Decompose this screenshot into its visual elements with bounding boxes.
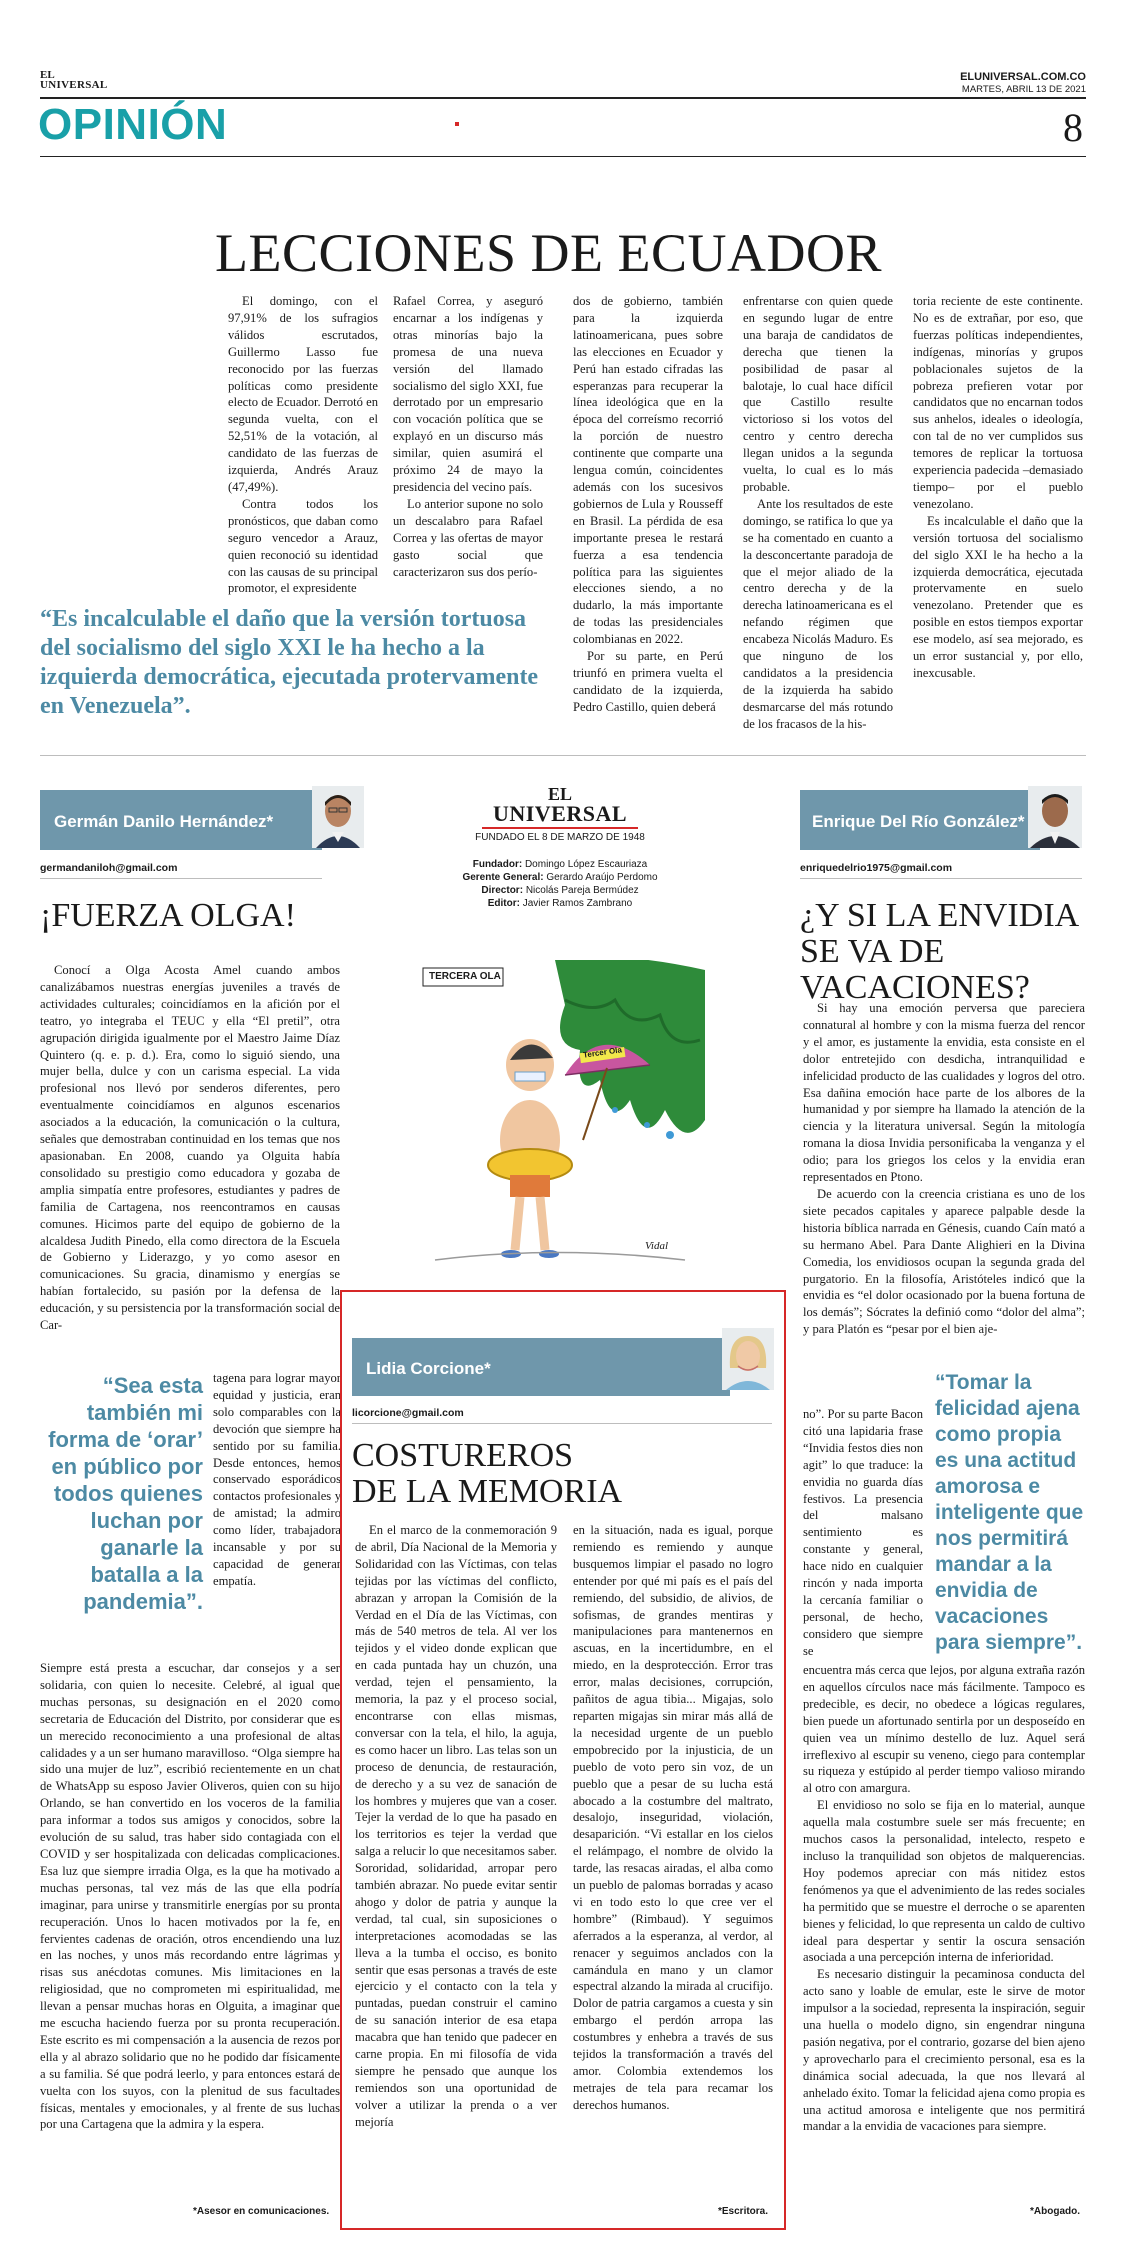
author-bar-left (40, 790, 322, 850)
editorial-paragraph: enfrentarse con quien quede en segundo lugar de entre una baraja de candidatos de derecha que tienen la posibilidad de pasar al balotaje, lo cual hace difícil que Castillo resulte victorioso si los votos del centro y centro derecha llegan unidos a la segunda vuelta, lo cual es lo más probable. (743, 294, 893, 494)
header-logo-top: EL (40, 69, 55, 81)
column-rule (800, 878, 1082, 879)
right-body-top (803, 1000, 1085, 1406)
column-title-line: DE LA MEMORIA (352, 1473, 623, 1510)
left-paragraph: Conocí a Olga Acosta Amel cuando ambos canalizábamos nuestras energías juveniles a través de actividades culturales; coincidíamos en la afición por el teatro, yo integraba el TEUC y ella “El pretil”, otra agrupación dirigida igualmente por el Maestro Jaime Díaz Quintero (q. e. p. d.). Era, como lo siguió siendo, una mujer bella, dulce y con un carisma especial. La vida profesional nos llevó por senderos diferentes, pero eventualmente coincidíamos en algunos escenarios asociados a la educación, la comunicación o la cultura, señales que demostraban continuidad en los temas que nos apasionaban. En 2008, cuando ya Olguita había consolidado su prestigio como educadora y gozaba de amplia simpatía entre profesores, estudiantes y padres de familia de Cartagena, nos reencontramos en causas comunes. Hicimos parte del equipo de gobierno de la alcaldesa Judith Pinedo, ella como directora de la Escuela de Gobierno y Liderazgo, y yo como asesor en comunicaciones. Su gracia, dinamismo y energías se habían fortalecido, su pasión por la defensa de la educación, y su persistencia por la transformación social de Car- (40, 963, 340, 1333)
masthead-staff-row: Director: Nicolás Pareja Bermúdez (481, 885, 639, 896)
right-paragraph: encuentra más cerca que lejos, por alguna extraña razón en aquellos círculos nace más fácilmente. Tampoco es predecible, es decir, no obedece a lógicas regulares, bien puede un afortunado sentirla por un desposeído en quien vea un mínimo destello de luz. Aquel será irreflexivo al escupir su veneno, ciego para contemplar su riqueza y estúpido al perder tiempo valioso mirando al otro con amargura. (803, 1663, 1085, 1796)
editorial-paragraph: toria reciente de este continente. No es de extrañar, por eso, que fuerzas políticas independientes, indígenas, minorías y grupos poblacionales sujetos de la pobreza prefieren votar por candidatos que no encarnan todos sus anhelos, ideales o ideología, con tal de no ver cumplidos sus temores de replicar la tortuosa experiencia padecida –demasiado tiempo– por el pueblo venezolano. (913, 294, 1083, 511)
editorial-pull-quote: “Es incalculable el daño que la versión tortuosa del socialismo del siglo XXI le ha hecho a la izquierda democrática, ejecutada protervamente en Venezuela”. (40, 606, 539, 719)
center-paragraph: En el marco de la conmemoración 9 de abril, Día Nacional de la Memoria y Solidaridad con las Víctimas, con telas tejidas por las víctimas del conflicto, abrazan y arropan la Comisión de la Verdad en el Día de las Víctimas, con más de 540 metros de tela. Al ver los tejidos y el video donde explican que en cada puntada hay un chuzón, una verdad, tejen el pensamiento, la memoria, la paz y el proceso social, encontrarse con ellas mismas, conversar con la tela, el hilo, la aguja, es como hacer un libro. Las telas son un proceso de denuncia, de restauración, de derecho y a su vez de sanación de los hombres y mujeres que van a coser. Tejer la verdad de lo que ha pasado en los territorios es tejer la verdad que salga a relucir lo que necesitamos saber. Sororidad, solidaridad, arropar pero también abrazar. No puede evitar sentir ahogo y dolor de patria y aunque la verdad, tal cual, sin suposiciones o interpretaciones acomodadas se las lleva a la tumba el occiso, es bonito sentir que esas personas a través de este ejercicio y el contacto con la tela y puntadas, puedan construir el camino de su sanación interior de esa etapa macabra que han tenido que padecer en carne propia. En mi filosofía de vida siempre he pensado que aunque los remiendos son una oportunidad de volver a utilizar la prenda o a ver mejoría (355, 1523, 557, 2129)
editorial-title: LECCIONES DE ECUADOR (215, 223, 882, 283)
column-rule (40, 878, 322, 879)
center-paragraph: en la situación, nada es igual, porque remiendo es remiendo y aunque busquemos limpiar el pasado no logro entender por qué mi país es el país del remiendo, del subsidio, de alivios, de sofismas, de grandes mentiras y manipulaciones para mantenernos en ascuas, en la incertidumbre, en el miedo, en la desprotección. Error tras error, malas decisiones, corrupción, pañitos de agua tibia... Migajas, solo reparten migajas sin mirar más allá de la necesidad urgente de un pueblo empobrecido por la injusticia, de un pueblo de voto pero sin voz, de un pueblo que a pesar de su lucha está abocado a la costumbre del maltrato, desalojo, inseguridad, violación, desaparición. “Vi estallar en los cielos el relámpago, el nombre de olvido la tarde, las resacas airadas, el alba como un pueblo de palomas borradas y acaso vi en todo esto lo que cree ver el hombre” (Rimbaud). Y seguimos aferrados a la esperanza, al verdor, al renacer y seguimos anclados con la camándula en mano y un clamor espectral alzando la mirada al crucifijo. Dolor de patria cargamos a cuesta y sin embargo el perdón arropa las costumbres y enhebra a través de sus tejidos la transformación a través del amor. Colombia extendemos los metrajes de tela para recamar los derechos humanos. (573, 1523, 773, 2112)
column-title: ¿Y SI LA ENVIDIA SE VA DE VACACIONES? (800, 897, 1078, 1006)
right-paragraph: Si hay una emoción perversa que pareciera connatural al hombre y con la misma fuerza del rencor y el amor, es justamente la envidia, esta consiste en el dolor entretejido con desdicha, intranquilidad e infelicidad producto de las cualidades y logros del otro. Esa dañina emoción hace parte de los albores de la humanidad y por siempre ha llamado la atención de la ciencia y la literatura universal. Según la mitología romana la diosa Invidia personificaba la venganza y el odio; para los griegos los celos y la envidia eran representados en Ptono. (803, 1001, 1085, 1185)
editorial-paragraph: Lo anterior supone no solo un descalabro para Rafael Correa y las ofertas de mayor gasto social que caracterizaron sus dos perío- (393, 496, 543, 579)
avatar (722, 1328, 774, 1390)
left-footnote: *Asesor en comunicaciones. (193, 2206, 330, 2217)
author-name: Enrique Del Río González* (812, 812, 1025, 831)
editorial-paragraph: dos de gobierno, también para la izquierda latinoamericana, pues sobre las elecciones en Ecuador y Perú han estado cifradas las esperanzas para recuperar la línea ideológica que en la época del correísmo recorrió la porción de nuestro continente que comparte una lengua común, coincidentes además con los sucesivos gobiernos de Lula y Rousseff en Brasil. La pérdida de esa importante presea le restará fuerza a esa tendencia política para las siguientes elecciones siendo, a no dudarlo, la más importante de todas las presidenciales colombianas en 2022. (573, 294, 723, 647)
right-paragraph: El envidioso no solo se fija en lo material, aunque aquella mala costumbre suele ser más frecuente; en muchos casos la personalidad, intelecto, respeto e incluso la tranquilidad son objetos de malquerencias. Hoy podemos apreciar con más nitidez estos fenómenos ya que el advenimiento de las redes sociales ha permitido que se muestre el derroche o se aparenten bienes y felicidad, lo que representa un caldo de cultivo ideal para despertar y sentir la oscura sensación asociada a una percepción interna de inferioridad. (803, 1798, 1085, 1965)
masthead-logo-bottom: UNIVERSAL (492, 801, 628, 826)
editorial-paragraph: Rafael Correa, y aseguró encarnar a los indígenas y otras minorías bajo la promesa de una nueva versión del llamado socialismo del siglo XXI, fue derrotado por un empresario con vocación política que se explayó en un discurso más similar, quien asumirá el próximo 24 de mayo la presidencia del vecino país. (393, 294, 543, 494)
header-date: MARTES, ABRIL 13 DE 2021 (961, 84, 1086, 95)
right-pull-quote: “Tomar la felicidad ajena como propia es una actitud amorosa e inteligente que nos permitirá mandar a la envidia de vacaciones para siempre”. (935, 1371, 1084, 1654)
center-body-col-1 (355, 1522, 557, 2210)
editorial-col-3 (573, 293, 723, 763)
masthead-staff (430, 858, 690, 910)
editorial-bottom-rule (40, 755, 1086, 756)
masthead-staff-row: Gerente General: Gerardo Araújo Perdomo (462, 872, 658, 883)
header-site: ELUNIVERSAL.COM.CO (960, 71, 1086, 83)
right-paragraph: De acuerdo con la creencia cristiana es uno de los siete pecados capitales y aparece palpable desde la historia bíblica narrada en Génesis, cuando Caín mató a su hermano Abel. Para Dante Alighieri en la Divina Comedia, los envidiosos ocupan la segunda grada del purgatorio. En la filosofía, Aristóteles indicó que la envidia es “el dolor ocasionado por la buena fortuna de los demás”; Sócrates la definió como “dolor del alma”; y para Platón es “pesar por el bien aje- (803, 1186, 1085, 1337)
left-paragraph: Siempre está presta a escuchar, dar consejos y a ser solidaria, con quien lo necesite. Celebré, al igual que muchas personas, su designación en el 2020 como secretaria de Educación del Distrito, por considerar que es un merecido reconocimiento a una profesional de altas calidades y a un ser humano maravilloso. “Olga siempre ha sido una mujer de luz”, escribió recientemente en un chat de WhatsApp su esposo Javier Oliveros, quien con su hijo Orlando, se han convertido en los voceros de la familia para informar a todos sus amigos y conocidos, sobre la evolución de su salud, tras haber sido contagiada con el COVID y ser hospitalizada con delicadas complicaciones. Esa luz que siempre irradia Olga, es la que ha motivado a muchas personas, tal vez más de las que ella podría imaginar, para unirse y transmitirle energías por su pronta recuperación. Unos lo hacen motivados por la fe, en fervientes cadenas de oración, otros encendiendo una luz en las noches, y unos más recordando entre lágrimas y risas sus anécdotas comunes. Mis limitaciones en la religiosidad, que no comprometen mi espiritualidad, me llevan a pensar muchas horas en Olguita, a imaginar que me escucha haciendo fuerza por su pronta recuperación. Este escrito es mi compensación a la ausencia de rezos por ella y al abrazo solidario que no he podido dar físicamente a su familia. Sé que podrá leerlo, y para entonces estará de vuelta con los suyos, con la plenitud de sus facultades físicas, mentales y emocionales, y al frente de sus luchas por una Cartagena que la admira y la espera. (40, 1661, 340, 2132)
author-bar-center (352, 1338, 730, 1396)
author-name: Germán Danilo Hernández* (54, 812, 274, 831)
header-red-dot (455, 122, 459, 126)
editorial-paragraph: Es incalculable el daño que la versión tortuosa del socialismo del siglo XXI le ha hecho a la izquierda democrática, ejecutada protervamente en suelo venezolano. Pretender que es posible en estos tiempos exportar ese modelo, así sea mejorado, es un error sustancial y, por ello, inexcusable. (913, 513, 1083, 680)
author-email: germandaniloh@gmail.com (40, 862, 178, 874)
left-paragraph: tagena para lograr mayor equidad y justicia, eran solo comparables con la devoción que siempre ha sentido por su familia. Desde entonces, hemos conservado esporádicos contactos profesionales y de amistad; la admiro como líder, trabajadora incansable y por su capacidad de generar empatía. (213, 1371, 341, 1588)
right-body-narrow (803, 1406, 923, 1660)
section-title: OPINIÓN (38, 100, 228, 149)
header-rule (40, 97, 1086, 99)
masthead-founded: FUNDADO EL 8 DE MARZO DE 1948 (475, 832, 645, 843)
section-rule (40, 156, 1086, 157)
cartoon-illustration (415, 960, 705, 1280)
editorial-paragraph: Ante los resultados de este domingo, se ratifica lo que ya se ha comentado en cuanto a la desconcertante paradoja de que el mejor aliado de la centro derecha y de la derecha latinoamericana es el nefando régimen que encabeza Nicolás Maduro. Es que ninguno de los candidatos a la presidencia de la izquierda ha sabido desmarcarse del más rotundo de los fracasos de la his- (743, 496, 893, 731)
author-email: licorcione@gmail.com (352, 1407, 464, 1419)
cartoon-caption: TERCERA OLA (429, 971, 501, 982)
editorial-col-5 (913, 293, 1083, 763)
center-body-col-2 (573, 1522, 773, 2188)
editorial-paragraph: Por su parte, en Perú triunfó en primera vuelta el candidato de la izquierda, Pedro Castillo, quien deberá (573, 649, 723, 714)
page-number: 8 (1063, 105, 1083, 150)
masthead (470, 785, 650, 843)
column-rule (352, 1423, 772, 1424)
editorial-col-4 (743, 293, 893, 763)
center-footnote: *Escritora. (718, 2206, 769, 2217)
avatar (1028, 786, 1082, 848)
column-title-line: COSTUREROS (352, 1437, 574, 1474)
column-title (352, 1438, 622, 1510)
column-title: ¡FUERZA OLGA! (40, 897, 296, 934)
right-footnote: *Abogado. (1030, 2206, 1080, 2217)
header-logo-bottom: UNIVERSAL (40, 79, 108, 91)
masthead-red-rule (482, 827, 638, 829)
masthead-staff-row: Fundador: Domingo López Escauriaza (472, 859, 648, 870)
editorial-paragraph: Contra todos los pronósticos, que daban como seguro vencedor a Arauz, quien reconoció su identidad con las causas de su principal promotor, el expresidente (228, 496, 378, 596)
masthead-logo-top: EL (547, 784, 572, 804)
left-pull-quote: “Sea esta también mi forma de ‘orar’ en público por todos quienes luchan por ganarle la batalla a la pandemia”. (48, 1373, 203, 1614)
editorial-paragraph: El domingo, con el 97,91% de los sufragios válidos escrutados, Guillermo Lasso fue reconocido por las fuerzas políticas como presidente electo de Ecuador. Derrotó en segunda vuelta, con el 52,51% de la votación, al candidato de las fuerzas de izquierda, Andrés Arauz (47,49%). (228, 294, 378, 494)
masthead-staff-row: Editor: Javier Ramos Zambrano (487, 898, 633, 909)
cartoon-signature: Vidal (645, 1240, 669, 1252)
right-paragraph: Es necesario distinguir la pecaminosa conducta del acto sano y loable de emular, este le sirve de motor impulsor a la sociedad, representa la inspiración, seguir una huella o modelo digno, sin engendrar ninguna pasión negativa, por el contrario, gozarse del bien ajeno y aprovecharlo para el crecimiento personal, esa es la dinámica social adecuada, la que nos llevará al anhelado éxito. Tomar la felicidad ajena como propia es una actitud amorosa e inteligente que nos permitirá mandar a la envidia de vacaciones para siempre. (803, 1967, 1085, 2134)
right-body-bottom (803, 1662, 1085, 2202)
left-body-top (40, 962, 340, 1370)
cartoon-umbrella-label: Tercer Ola (582, 1045, 623, 1060)
author-name: Lidia Corcione* (366, 1359, 491, 1378)
left-body-narrow (213, 1370, 341, 1658)
author-email: enriquedelrio1975@gmail.com (800, 862, 953, 874)
author-bar-right (800, 790, 1040, 850)
cartoon (415, 960, 705, 1280)
header-logo (40, 70, 110, 90)
right-paragraph: no”. Por su parte Bacon citó una lapidaria frase “Invidia festos dies non agit” lo que traduce: la envidia no guarda días festivos. La presencia del malsano sentimiento es constante y general, hace nido en cualquier rincón y nada importa la cercanía familiar o personal, de hecho, considero que siempre se (803, 1407, 923, 1658)
left-body-bottom (40, 1660, 340, 2200)
avatar (312, 786, 364, 848)
